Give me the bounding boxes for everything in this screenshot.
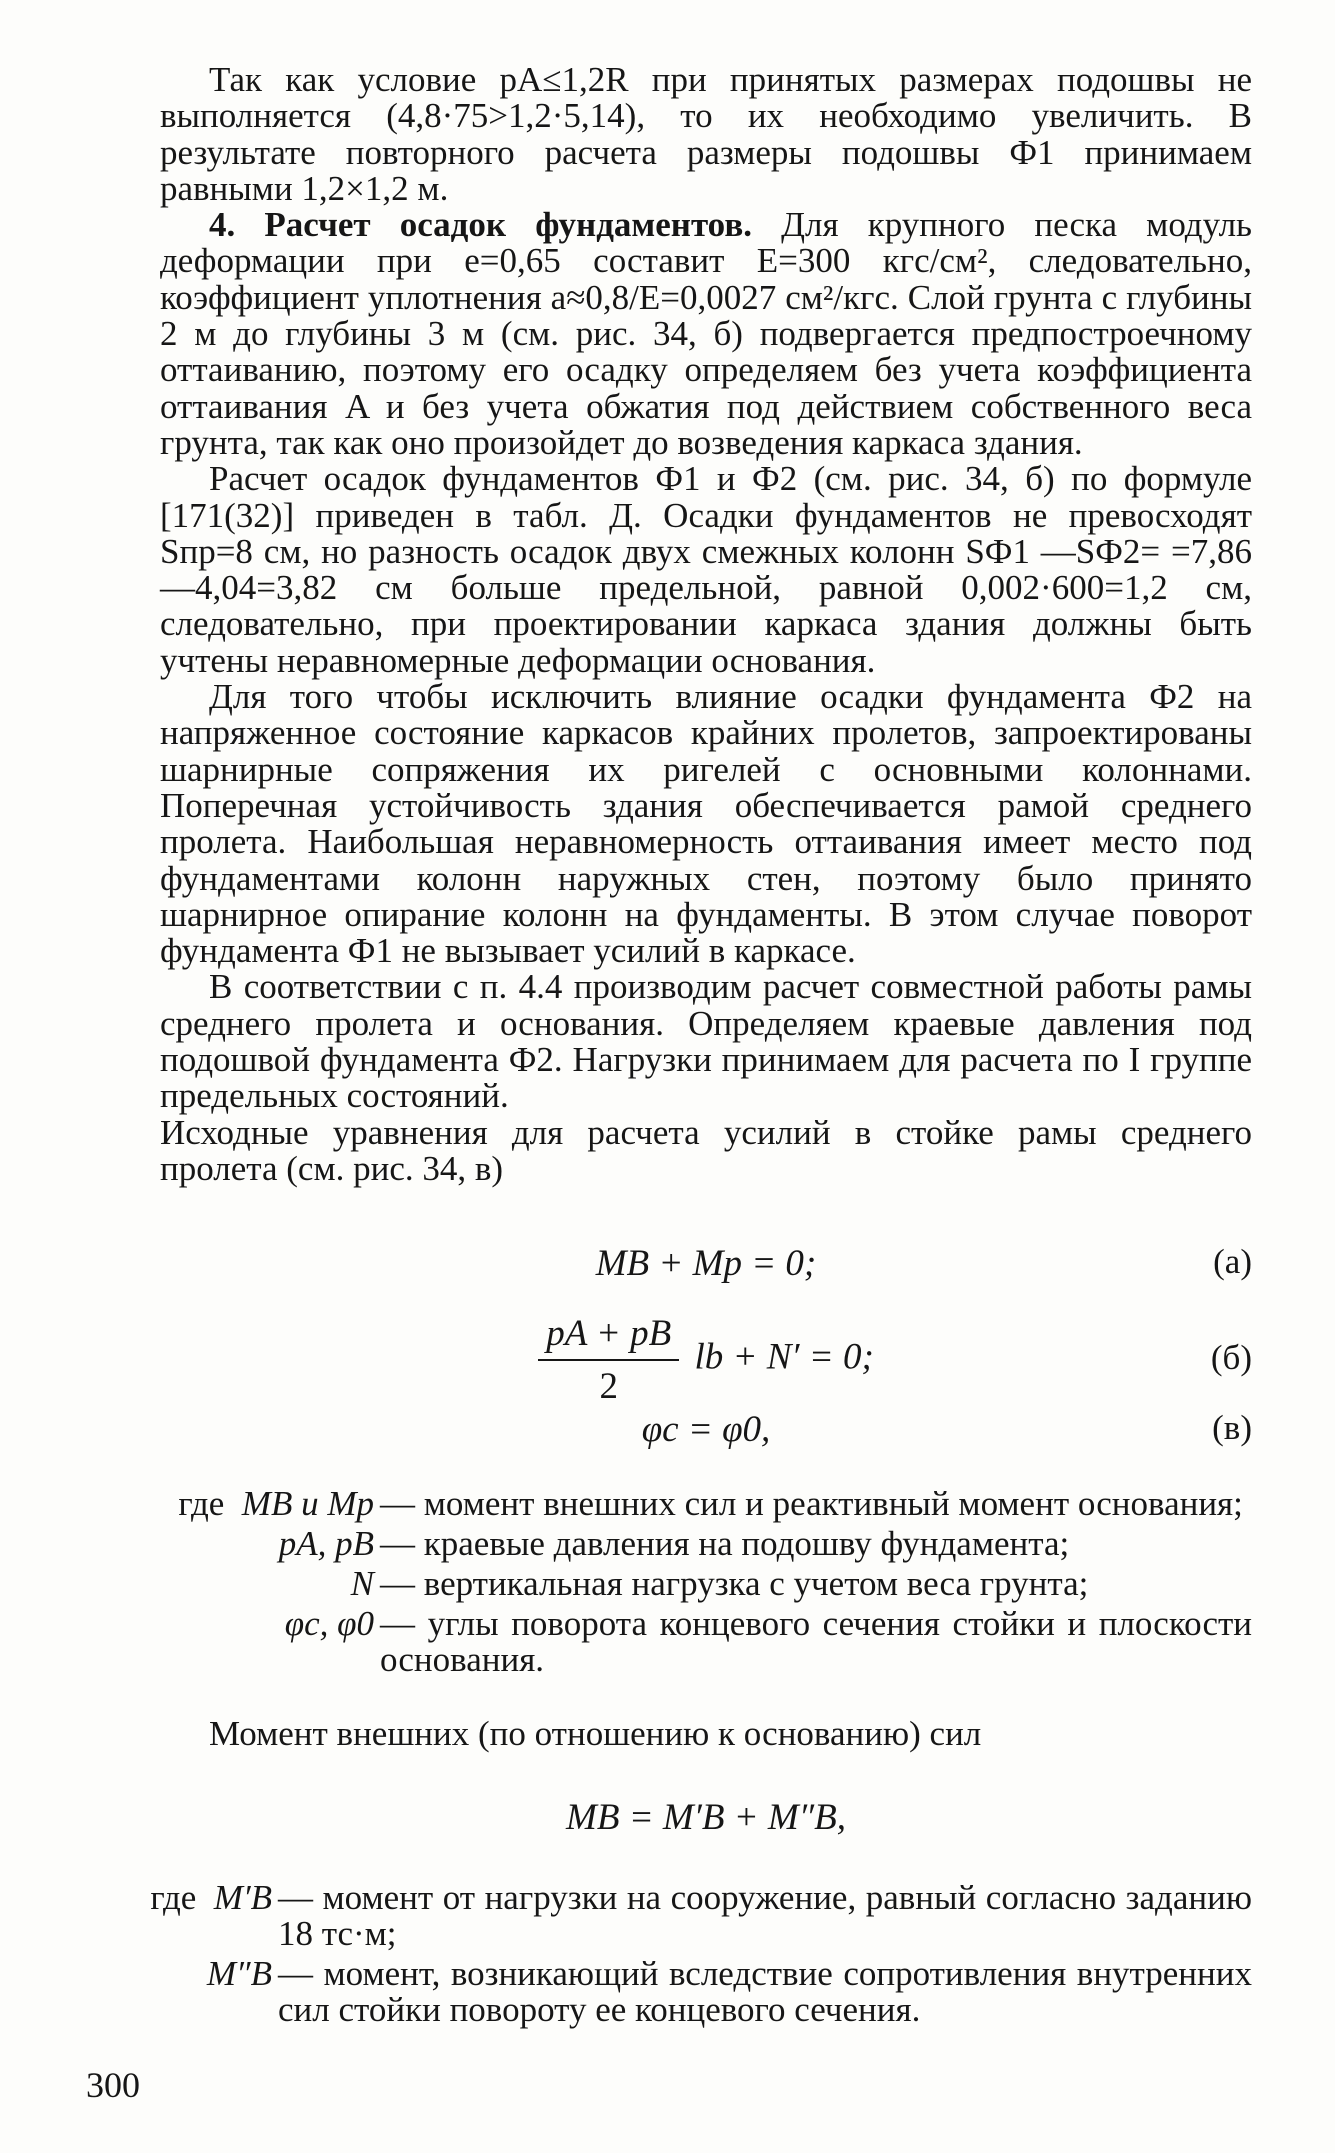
equation-b-numerator: pA + pB (538, 1312, 679, 1361)
paragraph-2 (160, 207, 1252, 461)
definition-text: — момент, возникающий вследствие сопротивления внутренних сил стойки повороту ее концевого сечения. (278, 1954, 1252, 2029)
equation-a-number: (а) (1213, 1242, 1252, 1281)
definition-symbol: N (350, 1564, 374, 1603)
paragraph-3: Расчет осадок фундаментов Ф1 и Ф2 (см. рис. 34, б) по формуле [171(32)] приведен в табл. Д. Осадки фундаментов не превосходят Sпр=8 см, но разность осадок двух смежных колонн SФ1 —SФ2= =7,86—4,04=3,82 см больше предельной, равной 0,002·600=1,2 см, следовательно, при проектировании каркаса здания должны быть учтены неравномерные деформации основания. (160, 459, 1252, 680)
definition-row (80, 1526, 1252, 1562)
paragraph-1: Так как условие pA≤1,2R при принятых размерах подошвы не выполняется (4,8·75>1,2·5,14), то их необходимо увеличить. В результате повторного расчета размеры подошвы Ф1 принимаем равными 1,2×1,2 м. (160, 60, 1252, 208)
equation-b-rest: lb + N′ = 0; (694, 1336, 874, 1378)
definition-text: — краевые давления на подошву фундамента; (380, 1524, 1070, 1563)
main-text-middle (160, 1716, 1252, 1752)
equation-c (160, 1408, 1252, 1458)
equation-a (160, 1242, 1252, 1292)
paragraph-6: Исходные уравнения для расчета усилий в стойке рамы среднего пролета (см. рис. 34, в) (160, 1112, 1252, 1188)
main-text-top (160, 62, 1252, 1187)
equation-c-number: (в) (1212, 1408, 1252, 1447)
definitions-list-2 (80, 1880, 1252, 2032)
equation-b-fraction (538, 1312, 679, 1408)
definition-text: — вертикальная нагрузка с учетом веса грунта; (380, 1564, 1089, 1603)
definition-symbol: где M′B (150, 1878, 272, 1917)
definition-text: — момент внешних сил и реактивный момент основания; (380, 1484, 1243, 1523)
paragraph-7: Момент внешних (по отношению к основанию) сил (209, 1714, 982, 1753)
equation-d (160, 1796, 1252, 1846)
definition-row (80, 1606, 1252, 1678)
definition-symbol: где MB и Mp (178, 1484, 374, 1523)
equation-d-body: MB = M′B + M″B, (566, 1797, 846, 1838)
equation-b-number: (б) (1210, 1338, 1252, 1377)
paragraph-5: В соответствии с п. 4.4 производим расчет совместной работы рамы среднего пролета и основания. Определяем краевые давления под подошвой фундамента Ф2. Нагрузки принимаем для расчета по I группе предельных состояний. (160, 967, 1252, 1116)
where-label: где (178, 1484, 225, 1523)
definition-row (80, 1486, 1252, 1522)
equation-c-body: φc = φ0, (641, 1409, 771, 1450)
definition-text: — момент от нагрузки на сооружение, равный согласно заданию 18 тс·м; (278, 1878, 1252, 1953)
definition-row (80, 1956, 1252, 2028)
paragraph-4: Для того чтобы исключить влияние осадки фундамента Ф2 на напряженное состояние каркасов крайних пролетов, запроектированы шарнирные сопряжения их ригелей с основными колоннами. Поперечная устойчивость здания обеспечивается рамой среднего пролета. Наибольшая неравномерность оттаивания имеет место под фундаментами колонн наружных стен, поэтому было принято шарнирное опирание колонн на фундаменты. В этом случае поворот фундамента Ф1 не вызывает усилий в каркасе. (160, 677, 1252, 971)
definition-text: — углы поворота концевого сечения стойки и плоскости основания. (380, 1604, 1252, 1679)
page-number: 300 (86, 2065, 140, 2105)
where-label: где (150, 1878, 197, 1917)
definition-row (80, 1566, 1252, 1602)
definitions-list-1 (80, 1486, 1252, 1682)
equation-b (160, 1312, 1252, 1412)
definition-symbol: φc, φ0 (284, 1604, 374, 1643)
section-heading: 4. Расчет осадок фундаментов. (209, 205, 752, 245)
equation-a-body: MB + Mp = 0; (595, 1243, 817, 1284)
definition-row (80, 1880, 1252, 1952)
equation-b-denominator: 2 (599, 1366, 618, 1407)
paragraph-2-body: Для крупного песка модуль деформации при e=0,65 составит E=300 кгс/см², следовательно, коэффициент уплотнения a≈0,8/E=0,0027 см²/кгс. Слой грунта с глубины 2 м до глубины 3 м (см. рис. 34, б) подвергается предпостроечному оттаиванию, поэтому его осадку определяем без учета коэффициента оттаивания A и без учета обжатия под действием собственного веса грунта, так как оно произойдет до возведения каркаса здания. (160, 205, 1253, 462)
definition-symbol: pA, pB (278, 1524, 374, 1563)
definition-symbol: M″B (206, 1954, 272, 1993)
